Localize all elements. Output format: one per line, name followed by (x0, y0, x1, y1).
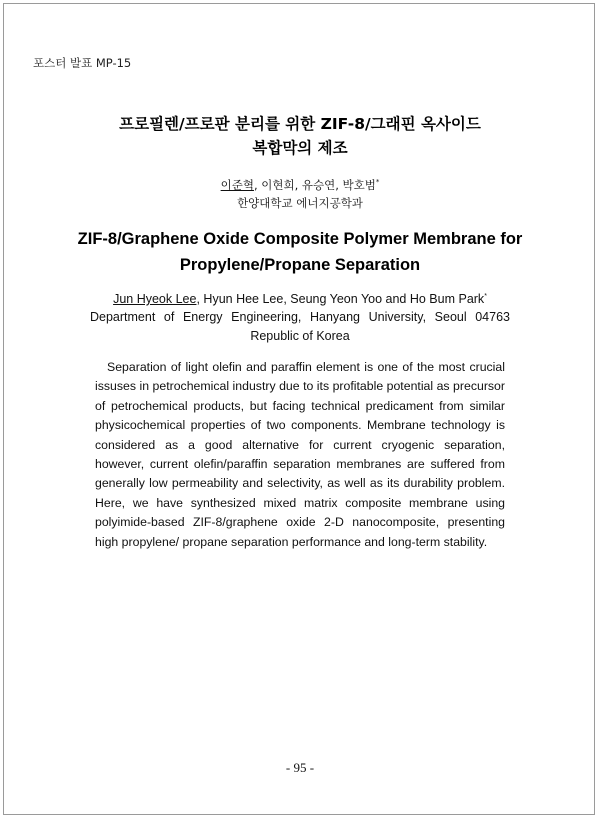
abstract-text: Separation of light olefin and paraffin element is one of the most crucial issuses in petrochemical industry due to its profitable potential as precursor of petrochemical products, but facing technical predicament from similar physicochemical properties of two components. Membrane technology is considered as a good alternative for current cryogenic separation, however, current olefin/paraffin separation membranes are suffered from generally low permeability and selectivity, as well as its durability problem. Here, we have synthesized mixed matrix composite membrane using polyimide-based ZIF-8/graphene oxide 2-D nanocomposite, presenting high propylene/ propane separation performance and long-term stability. (95, 360, 505, 549)
korean-title-line-2: 복합막의 제조 (252, 139, 348, 157)
english-presenter: Jun Hyeok Lee (113, 292, 197, 306)
english-title-line-2: Propylene/Propane Separation (179, 256, 421, 274)
english-title-line-1: ZIF-8/Graphene Oxide Composite Polymer Membrane for (77, 230, 523, 248)
english-coauthors: , Hyun Hee Lee, Seung Yeon Yoo and Ho Bum Park (196, 292, 485, 306)
korean-title (0, 112, 600, 160)
korean-author-block (0, 176, 600, 212)
english-authors (90, 290, 510, 308)
english-corresponding-mark: * (484, 292, 487, 300)
page-number: - 95 - (285, 760, 315, 775)
korean-authors (0, 176, 600, 194)
korean-affiliation: 한양대학교 에너지공학과 (237, 196, 363, 210)
english-affiliation: Department of Energy Engineering, Hanyang University, Seoul 04763 Republic of Korea (90, 310, 510, 343)
korean-coauthors: , 이현희, 유승연, 박호범 (253, 178, 376, 192)
korean-corresponding-mark: * (375, 178, 380, 187)
session-label: 포스터 발표 MP-15 (33, 56, 132, 70)
english-title (0, 226, 600, 278)
korean-title-line-1: 프로필렌/프로판 분리를 위한 ZIF-8/그래핀 옥사이드 (119, 115, 481, 133)
korean-presenter: 이준혁 (220, 178, 254, 192)
